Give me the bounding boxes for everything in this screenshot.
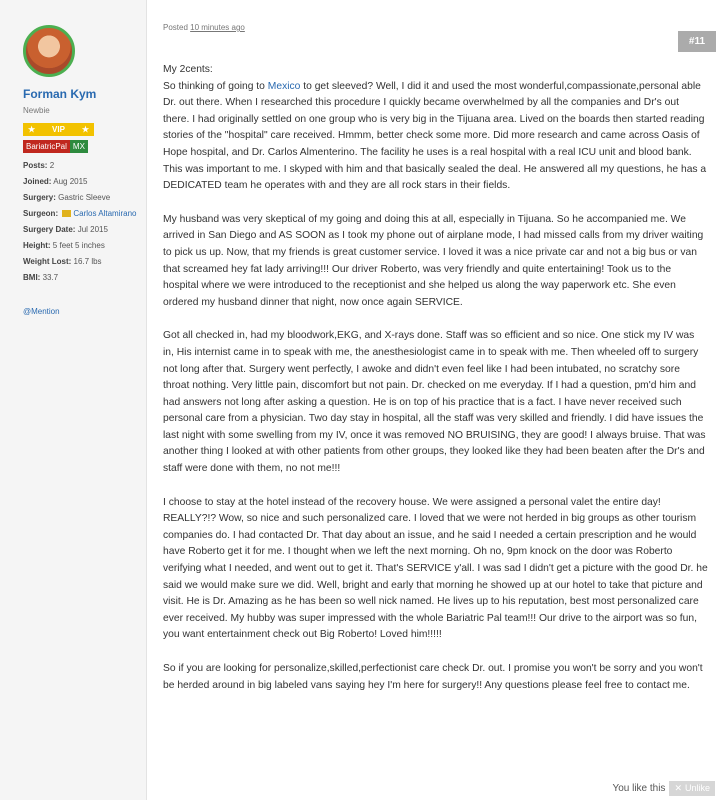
close-icon: ✕: [674, 783, 682, 793]
fact-weight-lost: Weight Lost: 16.7 lbs: [23, 257, 102, 266]
username-link[interactable]: Forman Kym: [23, 87, 97, 101]
fact-joined: Joined: Aug 2015: [23, 177, 88, 186]
vip-label: VIP: [52, 125, 65, 134]
reputation-bar: [612, 781, 715, 796]
group-badge: [23, 140, 88, 153]
star-icon: ★: [81, 125, 89, 134]
fact-height: Height: 5 feet 5 inches: [23, 241, 105, 250]
badge-part2: MX: [70, 140, 88, 153]
paragraph-4: I choose to stay at the hotel instead of the recovery house. We were assigned a personal valet the entire day! REALLY?!? Wow, so nice and such personalized care. I loved that we were not herded in big groups as other tourism companies do. I had contacted Dr. That day about an issue, and he said I needed a certain prescription and he would have Roberto get it for me. I thought when we left the next morning. Oh no, 9pm knock on the door was Roberto verifying what I needed, and went out to get it. That's SERVICE y'all. I was sad I didn't get a picture with the good Dr. he said we would make sure we did. Well, bright and early that morning he showed up at our hotel to take that picture and visit. He is Dr. Amazing as he has been so well nick named. He lives up to his reputation, best most personalized care ever received. My hubby was super impressed with the whole Bariatric Pal team!!! Our drive to the airport was so fun, you want entertainment check out Big Roberto! Loved him!!!!!: [163, 496, 708, 641]
author-sidebar: [0, 0, 147, 800]
user-facts: [23, 160, 143, 288]
mention-link[interactable]: @Mention: [23, 307, 60, 316]
posted-time-link[interactable]: 10 minutes ago: [190, 23, 245, 32]
paragraph-2: My husband was very skeptical of my going and doing this at all, especially in Tijuana. So he accompanied me. We arrived in San Diego and AS SOON as I took my phone out of airplane mode, I had missed calls from my driver waiting to pick us up. Now, that my friends is great customer service. I loved it was a nice private car and not a big bus or van that screamed hey fat lady arriving!!! Our driver Roberto, was very friendly and quite entertaining! Took us to the hospital where we were introduced to the receptionist and she helped us along the way paperwork etc. She even ordered my husband dinner that night, now once again SERVICE.: [163, 213, 704, 308]
paragraph-1: So thinking of going to Mexico to get sleeved? Well, I did it and used the most wonderful,compassionate,personal able Dr. out there. When I researched this procedure I quickly became overwhelmed by all the companies and Dr's out there. I had originally settled on one group who is very big in the Tijuana area. Lived on the boards then started reading stories of the "hospital" care received. Hmmm, better check some more. Did more research and came across Oasis of Hope hospital, and Dr. Carlos Almenterino. The facility he uses is a real hospital with a real ICU unit and blood bank. This was important to me. I skyped with him and that basically sealed the deal. He answered all my questions, he has a DEDICATED team he operates with and they are all rock stars in their fields.: [163, 80, 707, 192]
fact-bmi: BMI: 33.7: [23, 273, 59, 282]
post-content: [163, 62, 708, 711]
posted-time: Posted 10 minutes ago: [163, 23, 245, 32]
fact-posts: Posts: 2: [23, 161, 55, 170]
fact-surgeon: Surgeon: Carlos Altamirano: [23, 209, 137, 218]
fact-surgery: Surgery: Gastric Sleeve: [23, 193, 111, 202]
surgeon-link[interactable]: Carlos Altamirano: [73, 209, 137, 218]
badge-part1: BariatricPal: [23, 140, 70, 153]
fact-surgery-date: Surgery Date: Jul 2015: [23, 225, 108, 234]
unlike-button[interactable]: ✕ Unlike: [669, 781, 715, 796]
paragraph-5: So if you are looking for personalize,skilled,perfectionist care check Dr. out. I promise you won't be sorry and you won't be herded around in big labeled vans saying hey I'm here for surgery!! Any questions please feel free to contact me.: [163, 663, 703, 691]
paragraph-3: Got all checked in, had my bloodwork,EKG, and X-rays done. Staff was so efficient and so nice. One stick my IV was in, His internist came in to speak with me, the anesthesiologist came in to speak with me. Then wheeled off to surgery not long after that. Surgery went perfectly, I awoke and didn't even feel like I had been intubated, no scratchy sore throat nothing. Very little pain, discomfort but not pain. Dr. checked on me everyday. If I had a question, pm'd him and had answers not long after asking a question. He is on top of his practice that is a fact. I have never received such personal care from a physician. Two day stay in hospital, all the staff was very skilled and friendly. I did have issues the last night with some swelling from my IV, once it was removed NO BRUISING, they are good! I always bruise. That was another thing I looked at with other patients from other groups, they looked like they had been beaten after the Dr's and staff were done with them, no not me!!!: [163, 330, 706, 475]
post-body: [147, 0, 721, 800]
avatar[interactable]: [23, 25, 75, 77]
user-title: Newbie: [23, 106, 50, 115]
flag-icon: [62, 210, 71, 217]
post-number[interactable]: #11: [678, 31, 716, 52]
mexico-link[interactable]: Mexico: [267, 80, 301, 92]
star-icon: ★: [28, 125, 36, 134]
you-like-text: You like this: [612, 783, 666, 794]
post-intro: My 2cents:: [163, 64, 213, 75]
vip-badge: [23, 123, 94, 136]
